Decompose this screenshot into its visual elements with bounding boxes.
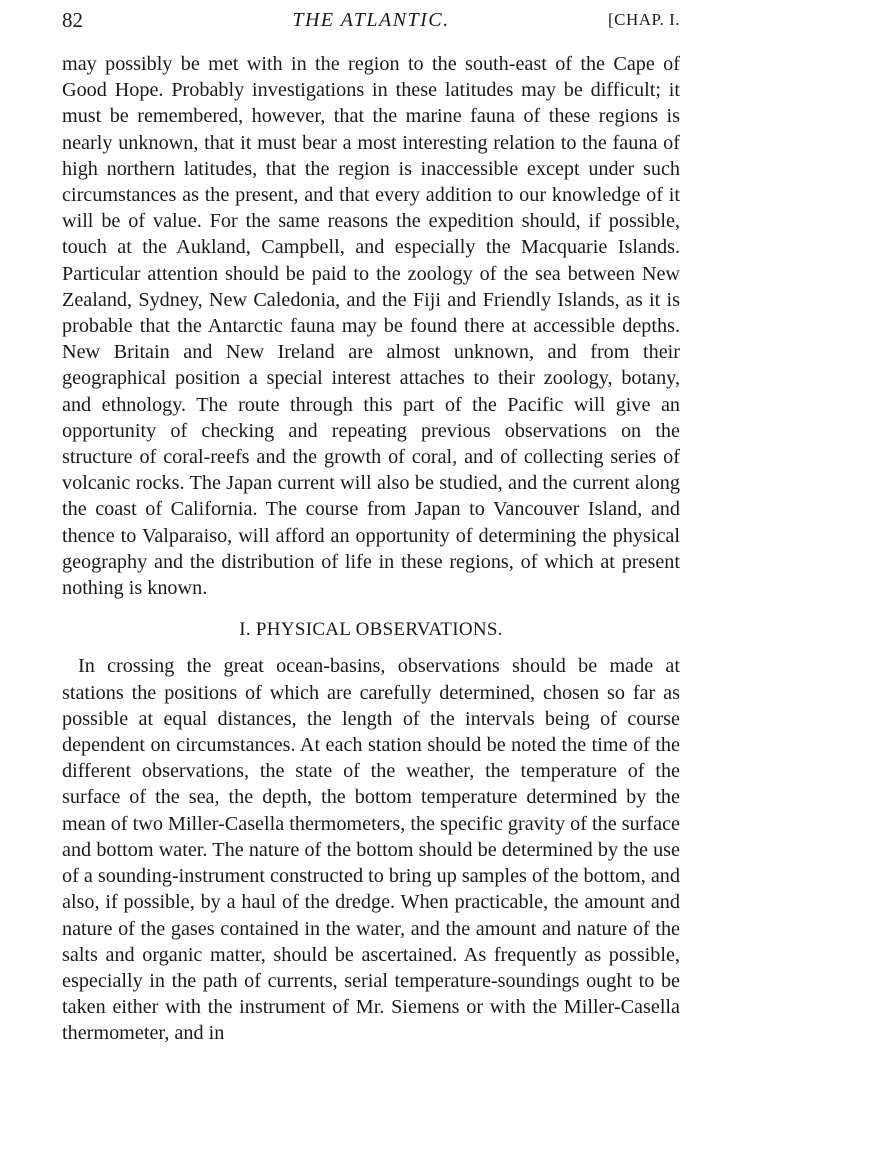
- section-heading: I. PHYSICAL OBSERVATIONS.: [239, 619, 503, 641]
- paragraph-physical-observations: In crossing the great ocean-basins, observations should be made at stations the positions of which are carefully determined, chosen so far as possible at equal distances, the length of the intervals being of course dependent on circumstances. At each station should be noted the time of the different observations, the state of the weather, the temperature of the surface of the sea, the depth, the bottom temperature determined by the mean of two Miller-Casella thermometers, the specific gravity of the surface and bottom water. The nature of the bottom should be determined by the use of a sounding-instrument constructed to bring up samples of the bottom, and also, if possible, by a haul of the dredge. When practicable, the amount and nature of the gases contained in the water, and the amount and nature of the salts and organic matter, should be ascertained. As frequently as possible, especially in the path of currents, serial temperature-soundings ought to be taken either with the instrument of Mr. Siemens or with the Miller-Casella thermometer, and in: [62, 655, 680, 1045]
- page-number: 82: [62, 8, 83, 32]
- running-title: THE ATLANTIC.: [292, 9, 450, 31]
- paragraph-continued: may possibly be met with in the region to the south-east of the Cape of Good Hope. Probably investigations in these latitudes may be difficult; it must be remembered, however, that the marine fauna of these regions is nearly unknown, that it must bear a most interesting relation to the fauna of high northern latitudes, that the region is inaccessible except under such circumstances as the present, and that every addition to our knowledge of it will be of value. For the same reasons the expedition should, if possible, touch at the Aukland, Campbell, and especially the Macquarie Islands. Particular attention should be paid to the zoology of the sea between New Zealand, Sydney, New Caledonia, and the Fiji and Friendly Islands, as it is probable that the Antarctic fauna may be found there at accessible depths. New Britain and New Ireland are almost unknown, and from their geographical position a special interest attaches to their zoology, botany, and ethnology. The route through this part of the Pacific will give an opportunity of checking and repeating previous observations on the structure of coral-reefs and the growth of coral, and of collecting series of volcanic rocks. The Japan current will also be studied, and the current along the coast of California. The course from Japan to Vancouver Island, and thence to Valparaiso, will afford an opportunity of determining the physical geography and the distribution of life in these regions, of which at present nothing is known.: [62, 53, 680, 600]
- page-header: [62, 6, 680, 34]
- chapter-reference: [CHAP. I.: [607, 10, 680, 29]
- body-text: [62, 51, 680, 1047]
